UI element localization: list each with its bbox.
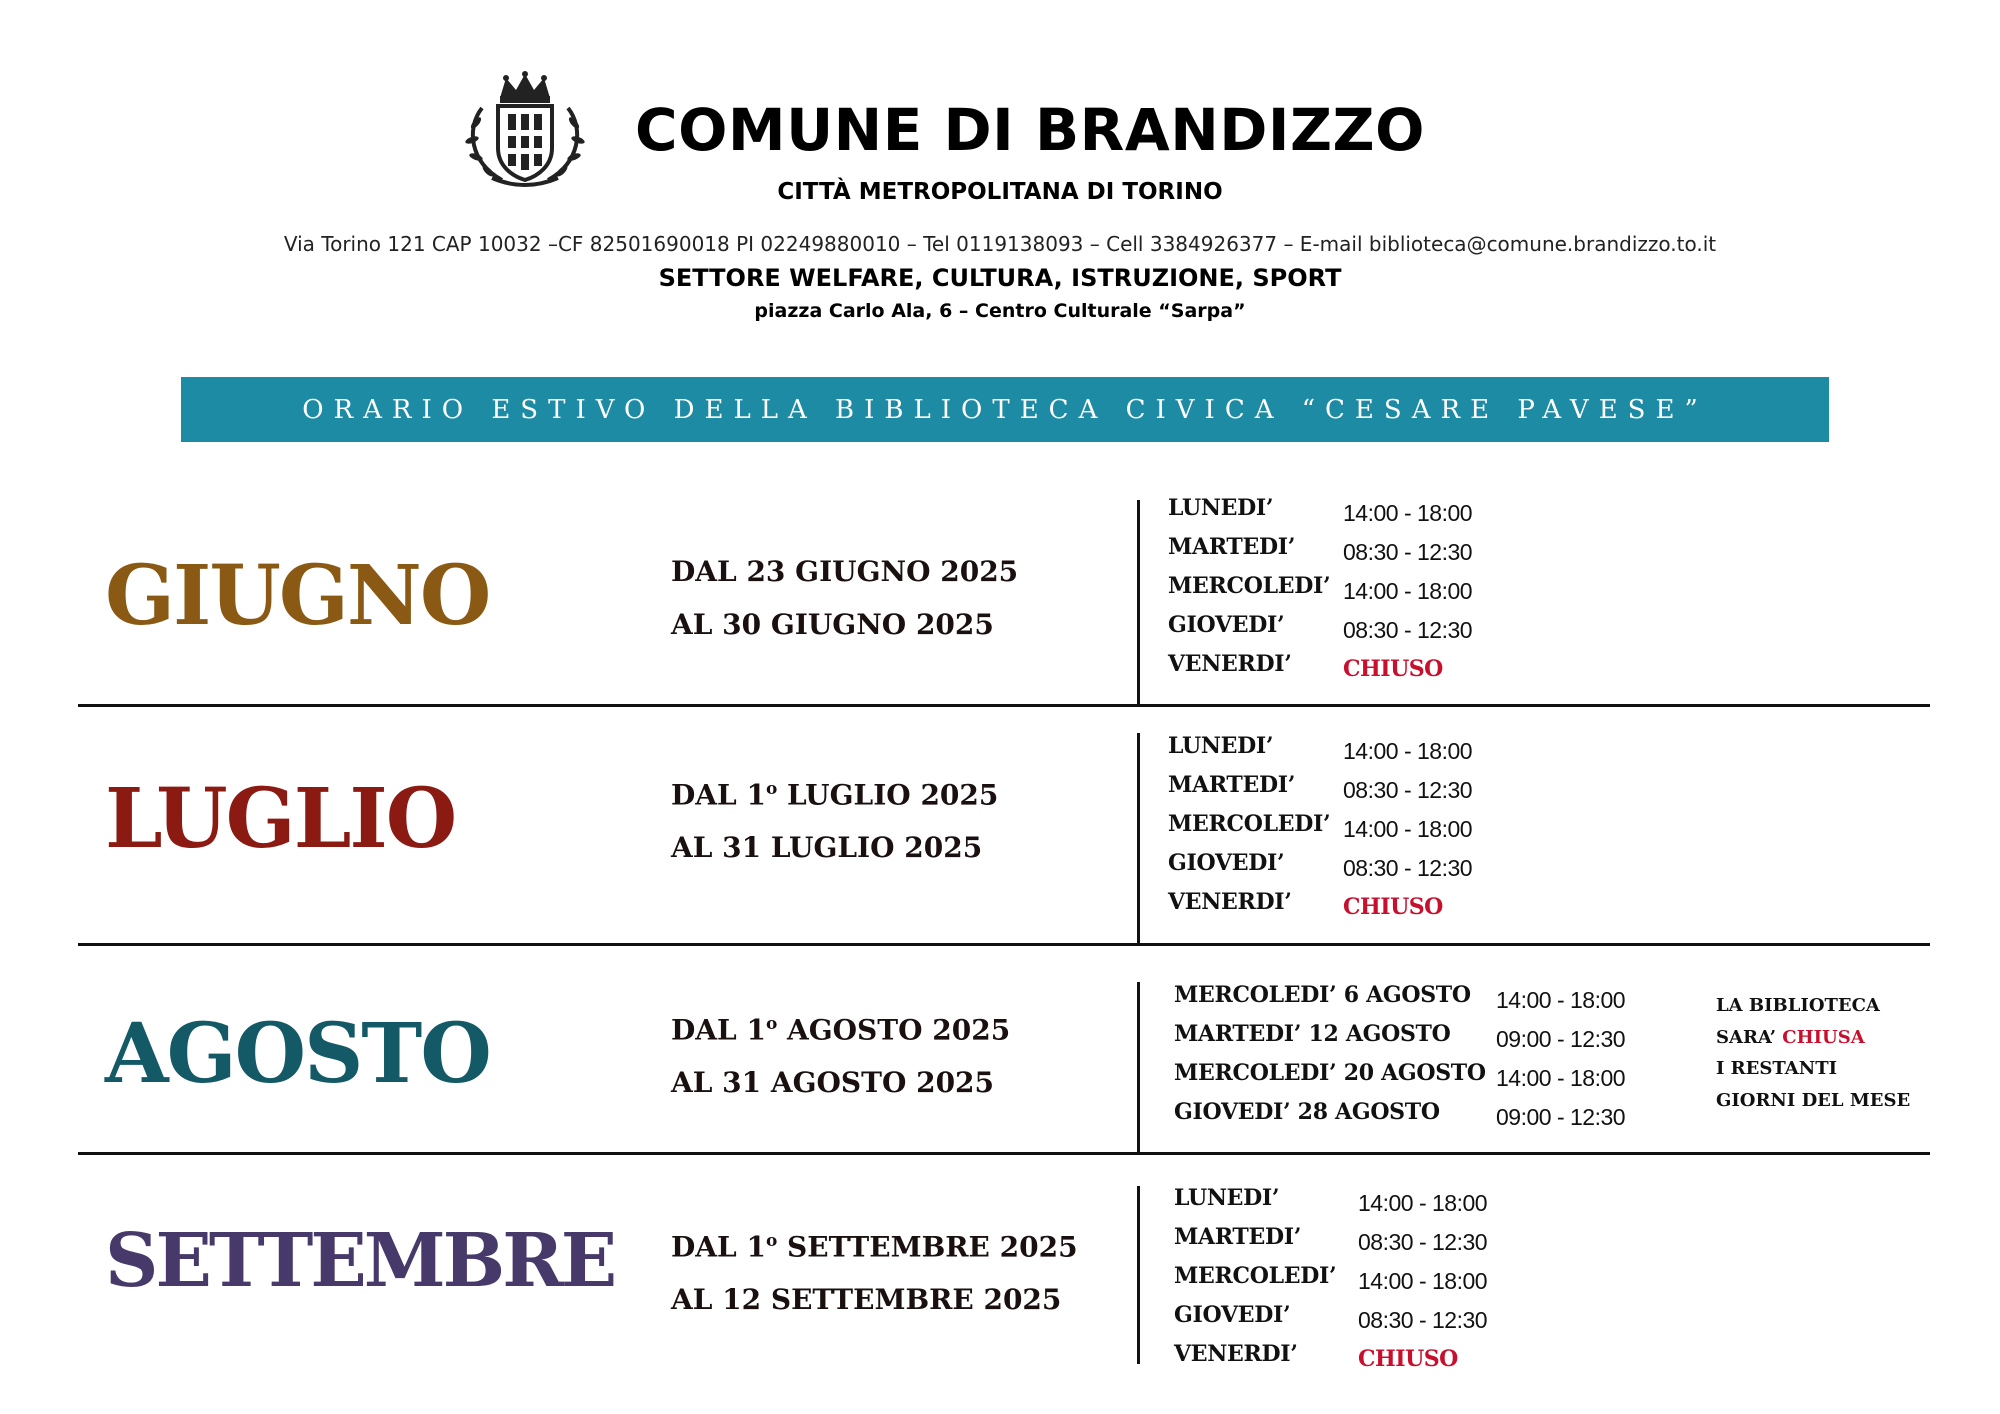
column-divider (1137, 982, 1140, 1152)
day-label: MARTEDI’ 12 AGOSTO (1174, 1021, 1451, 1047)
hours: 14:00 - 18:00 (1343, 500, 1473, 526)
closed-label: CHIUSO (1343, 894, 1443, 920)
hours: 09:00 - 12:30 (1496, 1026, 1626, 1052)
hours: 09:00 - 12:30 (1496, 1104, 1626, 1130)
day-label: VENERDI’ (1174, 1341, 1298, 1367)
range-to: AL 12 SETTEMBRE 2025 (671, 1283, 1062, 1317)
date-range-agosto (671, 998, 1010, 1109)
day-label: GIOVEDI’ (1168, 850, 1285, 876)
day-label: MERCOLEDI’ (1174, 1263, 1337, 1289)
closure-note: LA BIBLIOTECA SARA’ CHIUSA I RESTANTI GIORNI DEL MESE (1716, 995, 1911, 1111)
range-to: AL 31 LUGLIO 2025 (671, 831, 983, 865)
range-from: DAL 23 GIUGNO 2025 (671, 555, 1019, 588)
day-label: MARTEDI’ (1168, 772, 1296, 798)
divider (78, 943, 1930, 946)
hours: 08:30 - 12:30 (1358, 1307, 1488, 1333)
address-line: piazza Carlo Ala, 6 – Centro Culturale “Sarpa” (754, 300, 1246, 322)
page-title: COMUNE DI BRANDIZZO (635, 96, 1425, 164)
range-from: DAL 1$^o$ LUGLIO 2025 (671, 778, 999, 812)
hours: 08:30 - 12:30 (1343, 855, 1473, 881)
range-from: DAL 1$^o$ AGOSTO 2025 (671, 1013, 1011, 1047)
day-label: VENERDI’ (1168, 889, 1292, 915)
day-label: LUNEDI’ (1168, 495, 1274, 521)
hours: 08:30 - 12:30 (1343, 617, 1473, 643)
day-label: GIOVEDI’ (1174, 1302, 1291, 1328)
day-label: GIOVEDI’ 28 AGOSTO (1174, 1099, 1440, 1125)
day-label: MARTEDI’ (1168, 534, 1296, 560)
day-label: LUNEDI’ (1174, 1185, 1280, 1211)
day-label: MERCOLEDI’ 6 AGOSTO (1174, 982, 1471, 1008)
day-label: MERCOLEDI’ (1168, 811, 1331, 837)
closed-label: CHIUSO (1343, 656, 1443, 682)
municipal-crest-icon (462, 68, 588, 190)
closed-label: CHIUSO (1358, 1346, 1458, 1372)
hours: 14:00 - 18:00 (1496, 987, 1626, 1013)
date-range-settembre (671, 1215, 1078, 1326)
banner-text: ORARIO ESTIVO DELLA BIBLIOTECA CIVICA “CESARE PAVESE” (302, 394, 1708, 425)
hours: 14:00 - 18:00 (1358, 1190, 1488, 1216)
hours: 14:00 - 18:00 (1343, 578, 1473, 604)
sector-line: SETTORE WELFARE, CULTURA, ISTRUZIONE, SPORT (658, 264, 1342, 292)
day-label: MERCOLEDI’ (1168, 573, 1331, 599)
hours: 14:00 - 18:00 (1343, 738, 1473, 764)
day-label: MARTEDI’ (1174, 1224, 1302, 1250)
month-name-settembre: SETTEMBRE (105, 1218, 615, 1304)
range-to: AL 30 GIUGNO 2025 (671, 608, 994, 641)
range-to: AL 31 AGOSTO 2025 (671, 1066, 995, 1100)
day-label: MERCOLEDI’ 20 AGOSTO (1174, 1060, 1486, 1086)
hours: 08:30 - 12:30 (1358, 1229, 1488, 1255)
hours: 08:30 - 12:30 (1343, 777, 1473, 803)
day-label: VENERDI’ (1168, 651, 1292, 677)
divider (78, 1152, 1930, 1155)
subtitle: CITTÀ METROPOLITANA DI TORINO (777, 179, 1223, 205)
column-divider (1137, 733, 1140, 943)
range-from: DAL 1$^o$ SETTEMBRE 2025 (671, 1230, 1078, 1264)
day-label: LUNEDI’ (1168, 733, 1274, 759)
column-divider (1137, 500, 1140, 706)
hours: 14:00 - 18:00 (1358, 1268, 1488, 1294)
month-name-luglio: LUGLIO (105, 771, 456, 867)
date-range-luglio (671, 763, 998, 874)
divider (78, 704, 1930, 707)
column-divider (1137, 1186, 1140, 1364)
hours: 14:00 - 18:00 (1343, 816, 1473, 842)
month-name-agosto: AGOSTO (105, 1006, 490, 1102)
contacts-line: Via Torino 121 CAP 10032 –CF 82501690018 PI 02249880010 – Tel 0119138093 – Cell 3384926377 – E-mail biblioteca@comune.brandizzo.to.it (283, 232, 1717, 256)
banner (181, 377, 1829, 442)
hours: 14:00 - 18:00 (1496, 1065, 1626, 1091)
day-label: GIOVEDI’ (1168, 612, 1285, 638)
month-name-giugno: GIUGNO (105, 548, 490, 644)
closed-label: CHIUSA (1782, 1026, 1865, 1048)
hours: 08:30 - 12:30 (1343, 539, 1473, 565)
date-range-giugno (671, 545, 1018, 651)
